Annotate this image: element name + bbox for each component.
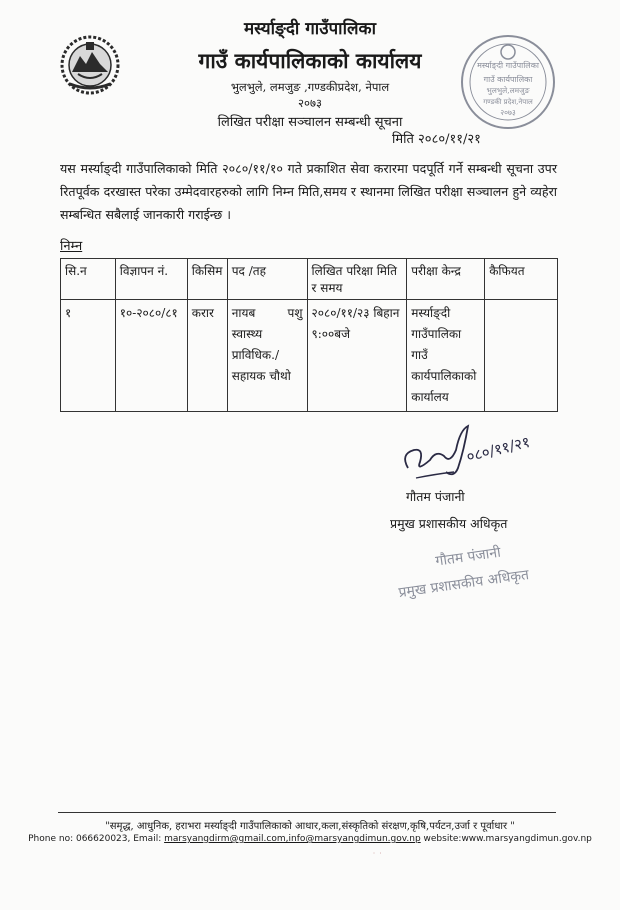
footer-divider [58,812,556,813]
notice-body: यस मर्स्याङ्दी गाउँपालिकाको मिति २०८०/११/१० गते प्रकाशित सेवा करारमा पदपूर्ति गर्ने सम्बन्धी सूचना उपर रितपूर्वक दरखास्त परेका उम्मेदवारहरुको लागि निम्न मिति,समय र स्थानमा लिखित परीक्षा सञ्चालन हुने व्यहेरा सम्बन्धित सबैलाई जानकारी गराईन्छ । [60,161,557,222]
notice-date: मिति २०८०/११/२१ [392,132,481,147]
footer-email-link[interactable]: marsyangdirm@gmail.com,info@marsyangdimun.gov.np [164,834,421,844]
signatory-name: गौतम पंजानी [406,489,465,504]
signatory-title: प्रमुख प्रशासकीय अधिकृत [390,516,508,531]
cell-advert-no: १०-२०८०/८१ [115,300,187,412]
col-header-exam-center: परीक्षा केन्द्र [407,259,485,300]
stamp-ring-text: मर्स्याङ्दी गाउँपालिका [477,61,539,70]
office-name: गाउँ कार्यपालिकाको कार्यालय [198,48,422,73]
stamp-line4: २०७३ [500,108,516,117]
col-header-type: किसिम [187,259,227,300]
cell-post-level: नायब पशु स्वास्थ्य प्राविधिक./ सहायक चौथो [227,300,307,412]
municipality-name: मर्स्याङ्दी गाउँपालिका [244,19,376,39]
exam-schedule-table [60,258,558,412]
table-row [61,300,558,412]
stamp-title: प्रमुख प्रशासकीय अधिकृत [397,566,531,602]
col-header-post-level: पद /तह [227,259,307,300]
footer-contact [0,834,620,844]
cell-exam-center: मर्स्याङ्दी गाउँपालिका गाउँ कार्यपालिकाको कार्यालय [407,300,485,412]
col-header-exam-datetime: लिखित परिक्षा मिति र समय [307,259,407,300]
notice-title: लिखित परीक्षा सञ्चालन सम्बन्धी सूचना [217,115,403,130]
cell-exam-datetime: २०८०/११/२३ बिहान ९:००बजे [307,300,407,412]
footer-motto: "समृद्ध, आधुनिक, हराभरा मर्स्याङ्दी गाउँपालिकाको आधार,कला,संस्कृतिको संरक्षण,कृषि,पर्यटन,उर्जा र पूर्वाधार " [105,821,515,832]
office-stamp [450,30,566,140]
col-header-advert-no: विज्ञापन नं. [115,259,187,300]
establishment-year: २०७३ [298,96,322,110]
footer-phone-label: Phone no: 066620023, Email: [28,834,165,844]
stamp-line2: भुलभुले,लमजुङ [486,86,530,95]
stamp-line3: गण्डकी प्रदेश,नेपाल [483,98,533,106]
scan-artifact: ˙ ˙ [372,852,383,861]
cell-type: करार [187,300,227,412]
footer-website-label: website: [420,834,462,844]
handwritten-date: ०८०/११/२१ [464,432,532,466]
col-header-remarks: कैफियत [485,259,558,300]
name-stamp [378,536,548,606]
table-header-row [61,259,558,300]
list-label: निम्न [60,239,83,254]
stamp-line1: गाउँ कार्यपालिका [483,75,533,84]
col-header-sn: सि.न [61,259,116,300]
handwritten-signature [396,420,546,490]
stamp-name: गौतम पंजानी [434,544,502,570]
cell-remarks [485,300,558,412]
footer-website[interactable]: www.marsyangdimun.gov.np [461,834,592,844]
office-address: भुलभुले, लमजुङ ,गण्डकीप्रदेश, नेपाल [230,80,390,94]
cell-sn: १ [61,300,116,412]
